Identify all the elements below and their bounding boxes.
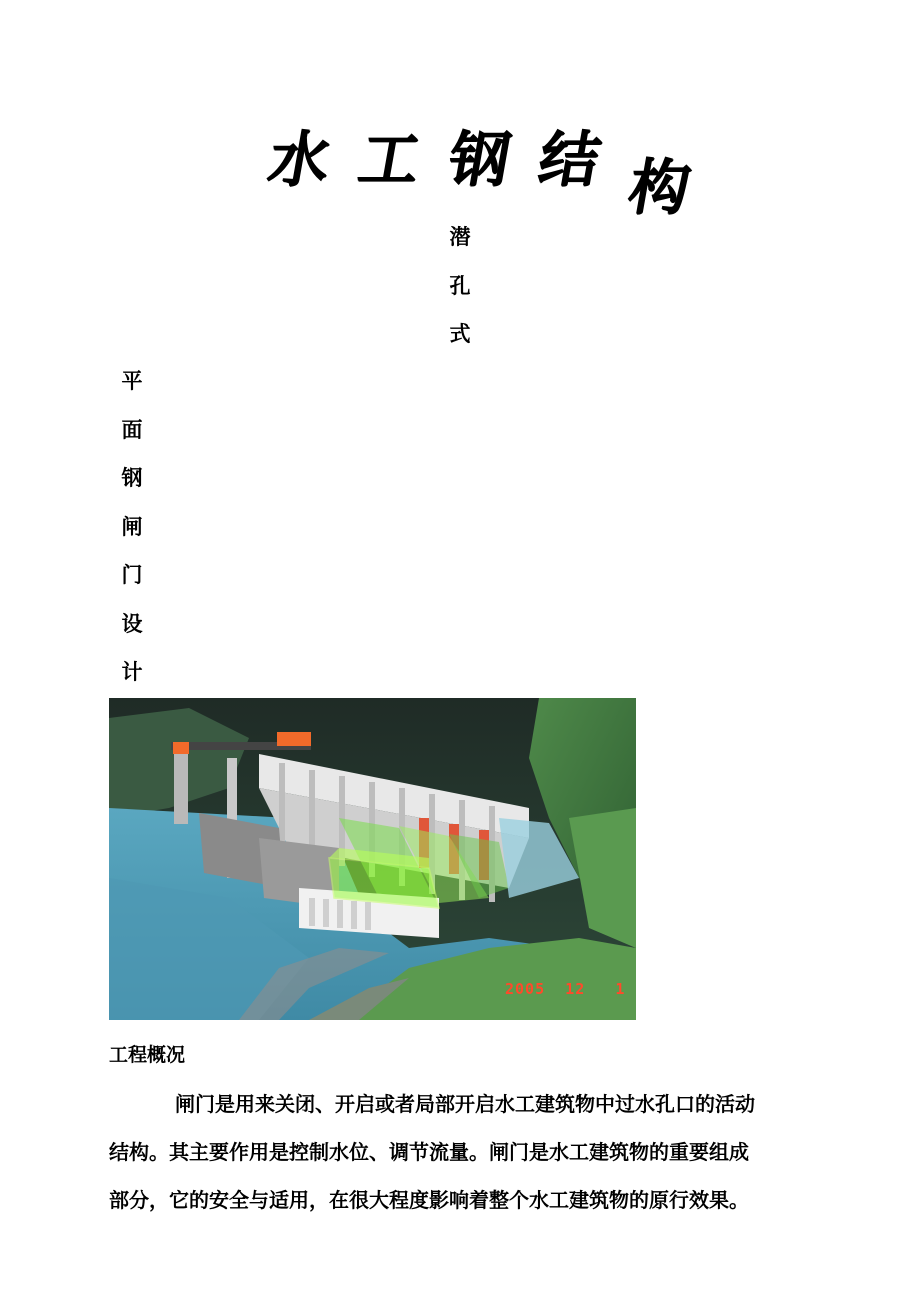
side-char: 闸 [121, 513, 143, 539]
overview-paragraph [109, 1080, 809, 1224]
side-char: 平 [121, 368, 143, 393]
side-char: 钢 [121, 465, 143, 490]
title-char: 水 [262, 125, 336, 195]
side-char: 设 [121, 610, 143, 636]
photo-date-stamp: 2005 12 1 [505, 980, 626, 998]
side-title-vertical [112, 366, 152, 706]
paragraph-line: 部分，它的安全与适用，在很大程度影响着整个水工建筑物的原行效果。 [109, 1188, 749, 1212]
title-char: 工 [352, 125, 426, 195]
side-char: 面 [121, 416, 143, 442]
section-heading: 工程概况 [109, 1044, 186, 1066]
dam-model-illustration [109, 698, 636, 1020]
paragraph-line: 闸门是用来关闭、开启或者局部开启水工建筑物中过水孔口的活动 [175, 1092, 755, 1116]
subtitle-char: 式 [449, 321, 471, 346]
paragraph-line: 结构。其主要作用是控制水位、调节流量。闸门是水工建筑物的重要组成 [109, 1140, 749, 1164]
dam-model-photo [109, 698, 636, 1020]
title-char: 结 [532, 125, 606, 195]
side-char: 门 [121, 562, 143, 587]
side-char: 计 [121, 659, 143, 684]
document-title [262, 112, 696, 223]
title-char: 构 [622, 153, 696, 223]
subtitle-char: 孔 [449, 272, 471, 298]
title-char: 钢 [442, 125, 516, 195]
subtitle-char: 潜 [449, 224, 471, 249]
subtitle-vertical [440, 222, 480, 368]
